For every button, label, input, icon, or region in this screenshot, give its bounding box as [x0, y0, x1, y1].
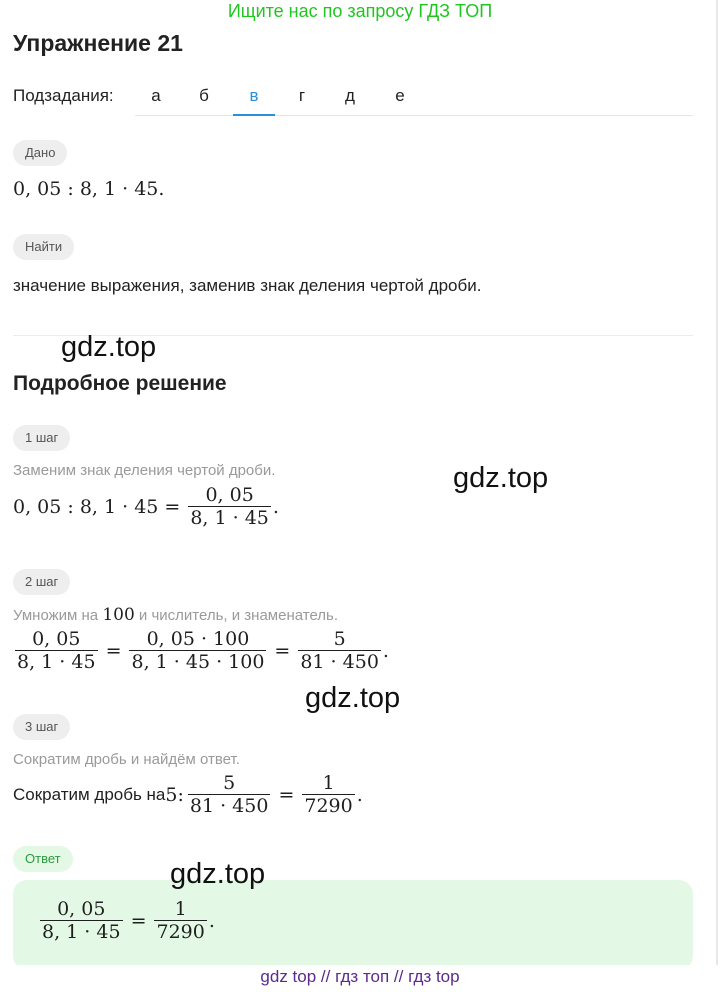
fraction-denominator: 7290 — [304, 795, 353, 817]
step-2-description — [13, 605, 338, 625]
fraction-numerator: 0, 05 — [57, 898, 106, 920]
step-2-fraction-1 — [15, 628, 98, 673]
step-2-fraction-3 — [298, 628, 381, 673]
step-2-desc-pre: Умножим на — [13, 607, 103, 624]
equals-sign: = — [278, 783, 295, 806]
step-1-description: Заменим знак деления чертой дроби. — [13, 462, 276, 479]
period: . — [382, 639, 389, 662]
step-2-badge: 2 шаг — [13, 569, 70, 595]
fraction-numerator: 0, 05 — [32, 628, 81, 650]
watermark: gdz.top — [453, 462, 549, 494]
equals-sign: = — [274, 639, 291, 662]
fraction-denominator: 8, 1 · 45 · 100 — [131, 651, 265, 673]
step-2-fraction-2 — [129, 628, 266, 673]
step-2-desc-number: 100 — [102, 605, 135, 625]
fraction-numerator: 1 — [174, 898, 187, 920]
answer-fraction-2 — [154, 898, 206, 943]
page-title: Упражнение 21 — [13, 30, 183, 56]
find-badge: Найти — [13, 234, 74, 260]
tab-g[interactable]: г — [298, 86, 306, 105]
equals-sign: = — [105, 639, 122, 662]
step-3-text: Сократим дробь на — [13, 784, 166, 804]
footer-links[interactable]: gdz top // гдз топ // гдз top — [0, 965, 720, 992]
tab-v[interactable]: в — [233, 78, 275, 116]
scrollbar-track[interactable] — [716, 0, 718, 992]
watermark: gdz.top — [170, 858, 266, 890]
step-3-description: Сократим дробь и найдём ответ. — [13, 751, 240, 768]
fraction-denominator: 81 · 450 — [189, 795, 269, 817]
watermark: gdz.top — [61, 331, 157, 363]
step-3-equation — [13, 772, 363, 817]
tab-e[interactable]: е — [395, 86, 405, 105]
period: . — [356, 783, 363, 806]
tab-d[interactable]: д — [345, 86, 355, 105]
fraction-denominator: 81 · 450 — [300, 651, 379, 673]
step-3-fraction-2 — [302, 772, 354, 817]
equals-sign: = — [130, 909, 147, 932]
step-3-fraction-1 — [188, 772, 271, 817]
given-badge: Дано — [13, 140, 67, 166]
step-2-desc-post: и числитель, и знаменатель. — [134, 607, 339, 624]
fraction-denominator: 8, 1 · 45 — [17, 651, 96, 673]
step-1-equation — [13, 484, 279, 529]
period: . — [272, 495, 279, 518]
fraction-denominator: 7290 — [156, 921, 205, 943]
find-text: значение выражения, заменив знак деления чертой дроби. — [13, 276, 482, 295]
step-2-equation — [13, 628, 389, 673]
fraction-numerator: 5 — [333, 628, 346, 650]
step-1-badge: 1 шаг — [13, 425, 70, 451]
fraction-numerator: 0, 05 · 100 — [146, 628, 250, 650]
watermark: gdz.top — [305, 682, 401, 714]
fraction-numerator: 5 — [223, 772, 236, 794]
fraction-denominator: 8, 1 · 45 — [42, 921, 121, 943]
fraction-numerator: 0, 05 — [205, 484, 254, 506]
step-3-divisor: 5: — [165, 783, 184, 806]
fraction-numerator: 1 — [322, 772, 335, 794]
solution-title: Подробное решение — [13, 372, 227, 395]
step-1-lhs: 0, 05 : 8, 1 · 45 = — [13, 495, 181, 518]
answer-badge: Ответ — [13, 846, 73, 872]
subtask-tabs — [135, 78, 693, 116]
tab-a[interactable]: а — [151, 86, 161, 105]
fraction-denominator: 8, 1 · 45 — [190, 507, 269, 529]
answer-fraction-1 — [40, 898, 123, 943]
subtasks-label: Подзадания: — [13, 86, 114, 105]
given-expression: 0, 05 : 8, 1 · 45. — [13, 178, 165, 200]
tab-b[interactable]: б — [199, 86, 209, 105]
step-1-fraction — [188, 484, 271, 529]
period: . — [208, 909, 215, 932]
step-3-badge: 3 шаг — [13, 714, 70, 740]
answer-equation — [38, 898, 215, 943]
search-banner: Ищите нас по запросу ГДЗ ТОП — [227, 1, 493, 21]
